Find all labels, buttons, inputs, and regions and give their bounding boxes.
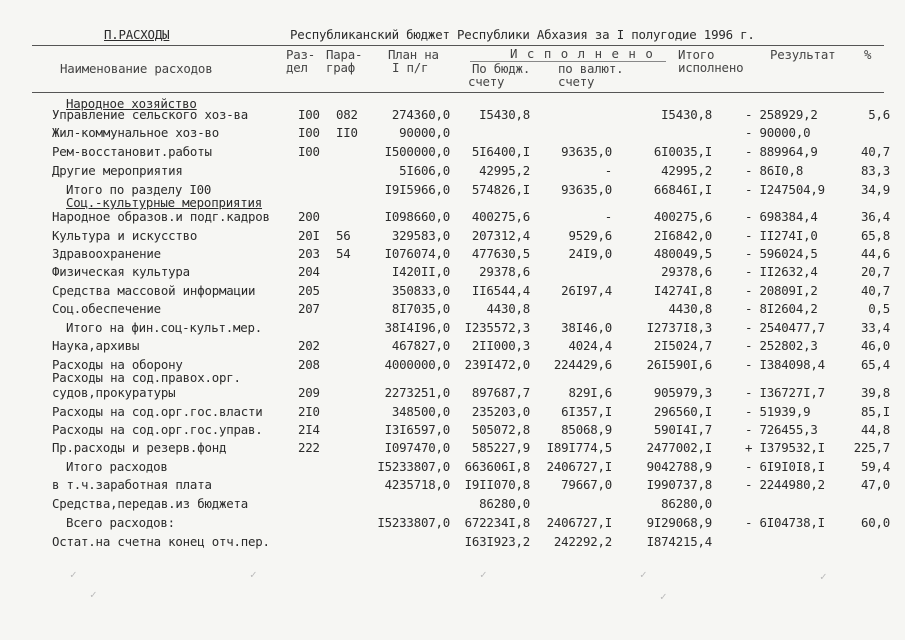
cell-name: Другие мероприятия <box>52 163 183 178</box>
cell-pct: 47,0 <box>860 477 890 492</box>
cell-name: Итого по разделу I00 <box>66 182 212 197</box>
cell-rezultat: - I247504,9 <box>745 182 825 197</box>
cell-rezultat: - 252802,3 <box>745 338 818 353</box>
cell-valyut: 829I,6 <box>568 385 612 400</box>
cell-name: Народное хозяйство <box>66 96 197 111</box>
cell-itogo: I4274I,8 <box>653 283 712 298</box>
cell-pct: 40,7 <box>860 283 890 298</box>
cell-rezultat: - 6I9I0I8,I <box>745 459 825 474</box>
cell-pct: 85,I <box>860 404 890 419</box>
cell-itogo: 905979,3 <box>653 385 712 400</box>
cell-pct: 65,4 <box>860 357 890 372</box>
cell-plan: I5233807,0 <box>377 459 450 474</box>
cell-razdel: 222 <box>298 440 320 455</box>
cell-name: Пр.расходы и резерв.фонд <box>52 440 227 455</box>
cell-name: Народное образов.и подг.кадров <box>52 209 270 224</box>
cell-pct: 40,7 <box>860 144 890 159</box>
cell-name: Управление сельского хоз-ва <box>52 107 249 122</box>
cell-budzh: II6544,4 <box>471 283 530 298</box>
cell-valyut: 6I357,I <box>561 404 612 419</box>
cell-razdel: 207 <box>298 301 320 316</box>
cell-plan: 5I606,0 <box>399 163 450 178</box>
cell-razdel: I00 <box>298 144 320 159</box>
cell-itogo: 86280,0 <box>661 496 712 511</box>
cell-rezultat: - 86I0,8 <box>745 163 804 178</box>
cell-valyut: 2406727,I <box>546 459 612 474</box>
cell-name: в т.ч.заработная плата <box>52 477 212 492</box>
cell-paragraf: 082 <box>336 107 358 122</box>
faint-mark: ✓ <box>70 568 77 581</box>
cell-budzh: 235203,0 <box>471 404 530 419</box>
cell-budzh: 897687,7 <box>471 385 530 400</box>
cell-budzh: 42995,2 <box>479 163 530 178</box>
cell-budzh: 239I472,0 <box>464 357 530 372</box>
header-razdel-2: дел <box>286 60 308 75</box>
cell-razdel: 203 <box>298 246 320 261</box>
cell-name: Расходы на оборону <box>52 357 183 372</box>
cell-rezultat: - 889964,9 <box>745 144 818 159</box>
cell-valyut: 93635,0 <box>561 144 612 159</box>
faint-mark: ✓ <box>480 568 487 581</box>
cell-pct: 225,7 <box>853 440 890 455</box>
cell-itogo: 26I590I,6 <box>646 357 712 372</box>
cell-plan: I420II,0 <box>391 264 450 279</box>
header-ispolneno: И с п о л н е н о <box>510 46 654 61</box>
cell-budzh: I63I923,2 <box>464 534 530 549</box>
faint-mark: ✓ <box>640 568 647 581</box>
header-pct: % <box>864 47 872 62</box>
document-title: Республиканский бюджет Республики Абхазия за I полугодие 1996 г. <box>290 27 755 42</box>
cell-plan: 274360,0 <box>391 107 450 122</box>
faint-mark: ✓ <box>90 588 97 601</box>
cell-valyut: 38I46,0 <box>561 320 612 335</box>
cell-name: Итого на фин.соц-культ.мер. <box>66 320 263 335</box>
cell-plan: 348500,0 <box>391 404 450 419</box>
cell-plan: I3I6597,0 <box>384 422 450 437</box>
header-itogo-2: исполнено <box>678 60 744 75</box>
cell-rezultat: - 698384,4 <box>745 209 818 224</box>
cell-rezultat: + I379532,I <box>745 440 825 455</box>
cell-rezultat: - I36727I,7 <box>745 385 825 400</box>
cell-razdel: 20I <box>298 228 320 243</box>
cell-itogo: 400275,6 <box>653 209 712 224</box>
cell-rezultat: - 8I2604,2 <box>745 301 818 316</box>
cell-budzh: 585227,9 <box>471 440 530 455</box>
cell-razdel: 209 <box>298 385 320 400</box>
cell-valyut: 26I97,4 <box>561 283 612 298</box>
cell-plan: 4235718,0 <box>384 477 450 492</box>
cell-valyut: 9529,6 <box>568 228 612 243</box>
cell-pct: 44,6 <box>860 246 890 261</box>
cell-razdel: 2I0 <box>298 404 320 419</box>
cell-name: судов,прокуратуры <box>52 385 176 400</box>
cell-name: Средства,передав.из бюджета <box>52 496 249 511</box>
cell-name: Соц.обеспечение <box>52 301 161 316</box>
header-rezultat: Результат <box>770 47 836 62</box>
cell-pct: 65,8 <box>860 228 890 243</box>
cell-valyut: 242292,2 <box>553 534 612 549</box>
cell-itogo: 9042788,9 <box>646 459 712 474</box>
cell-budzh: 663606I,8 <box>464 459 530 474</box>
cell-rezultat: - 51939,9 <box>745 404 811 419</box>
cell-paragraf: II0 <box>336 125 358 140</box>
cell-pct: 33,4 <box>860 320 890 335</box>
cell-name: Соц.-культурные мероприятия <box>66 195 263 210</box>
cell-itogo: I2737I8,3 <box>646 320 712 335</box>
cell-budzh: I235572,3 <box>464 320 530 335</box>
cell-itogo: I5430,8 <box>661 107 712 122</box>
faint-mark: ✓ <box>820 570 827 583</box>
cell-itogo: 590I4I,7 <box>653 422 712 437</box>
cell-budzh: 29378,6 <box>479 264 530 279</box>
cell-name: Всего расходов: <box>66 515 175 530</box>
cell-razdel: 2I4 <box>298 422 320 437</box>
header-budzh-2: счету <box>468 74 505 89</box>
header-valyut-1: по валют. <box>558 61 624 76</box>
cell-itogo: 66846I,I <box>653 182 712 197</box>
header-paragraf-1: Пара- <box>326 47 363 62</box>
cell-name: Расходы на сод.правох.орг. <box>52 370 241 385</box>
header-razdel-1: Раз- <box>286 47 316 62</box>
cell-valyut: - <box>604 209 612 224</box>
cell-itogo: 6I0035,I <box>653 144 712 159</box>
cell-valyut: 224429,6 <box>553 357 612 372</box>
cell-rezultat: - 90000,0 <box>745 125 811 140</box>
cell-plan: I500000,0 <box>384 144 450 159</box>
header-paragraf-2: граф <box>326 60 356 75</box>
cell-budzh: 477630,5 <box>471 246 530 261</box>
cell-name: Остат.на счетна конец отч.пер. <box>52 534 270 549</box>
cell-plan: 8I7035,0 <box>391 301 450 316</box>
cell-plan: I5233807,0 <box>377 515 450 530</box>
cell-name: Физическая культура <box>52 264 190 279</box>
cell-pct: 44,8 <box>860 422 890 437</box>
cell-razdel: 208 <box>298 357 320 372</box>
header-rule-top <box>32 45 884 46</box>
cell-rezultat: - II2632,4 <box>745 264 818 279</box>
cell-pct: 39,8 <box>860 385 890 400</box>
cell-plan: 350833,0 <box>391 283 450 298</box>
cell-plan: 38I4I96,0 <box>384 320 450 335</box>
cell-itogo: I874215,4 <box>646 534 712 549</box>
cell-plan: I098660,0 <box>384 209 450 224</box>
cell-budzh: 4430,8 <box>486 301 530 316</box>
cell-itogo: I990737,8 <box>646 477 712 492</box>
cell-plan: 4000000,0 <box>384 357 450 372</box>
header-plan-1: План на <box>388 47 439 62</box>
cell-pct: 36,4 <box>860 209 890 224</box>
section-title: П.РАСХОДЫ <box>104 27 170 42</box>
cell-budzh: 207312,4 <box>471 228 530 243</box>
cell-rezultat: - 2244980,2 <box>745 477 825 492</box>
cell-pct: 46,0 <box>860 338 890 353</box>
cell-valyut: 93635,0 <box>561 182 612 197</box>
cell-itogo: 296560,I <box>653 404 712 419</box>
header-name: Наименование расходов <box>60 61 213 76</box>
cell-plan: I9I5966,0 <box>384 182 450 197</box>
cell-itogo: 2I6842,0 <box>653 228 712 243</box>
cell-itogo: 2I5024,7 <box>653 338 712 353</box>
cell-itogo: 4430,8 <box>668 301 712 316</box>
cell-rezultat: - I384098,4 <box>745 357 825 372</box>
cell-valyut: 4024,4 <box>568 338 612 353</box>
header-itogo-1: Итого <box>678 47 715 62</box>
cell-plan: 2273251,0 <box>384 385 450 400</box>
cell-budzh: 400275,6 <box>471 209 530 224</box>
cell-valyut: 79667,0 <box>561 477 612 492</box>
cell-itogo: 42995,2 <box>661 163 712 178</box>
cell-rezultat: - II274I,0 <box>745 228 818 243</box>
cell-razdel: 202 <box>298 338 320 353</box>
cell-rezultat: - 726455,3 <box>745 422 818 437</box>
cell-rezultat: - 596024,5 <box>745 246 818 261</box>
faint-mark: ✓ <box>660 590 667 603</box>
cell-name: Наука,архивы <box>52 338 140 353</box>
cell-itogo: 480049,5 <box>653 246 712 261</box>
cell-pct: 59,4 <box>860 459 890 474</box>
cell-rezultat: - 258929,2 <box>745 107 818 122</box>
cell-paragraf: 54 <box>336 246 351 261</box>
cell-plan: 329583,0 <box>391 228 450 243</box>
cell-itogo: 29378,6 <box>661 264 712 279</box>
header-rule-bottom <box>32 92 884 93</box>
cell-name: Расходы на сод.орг.гос.власти <box>52 404 263 419</box>
cell-pct: 83,3 <box>860 163 890 178</box>
cell-razdel: I00 <box>298 107 320 122</box>
cell-name: Жил-коммунальное хоз-во <box>52 125 219 140</box>
faint-mark: ✓ <box>250 568 257 581</box>
cell-itogo: 9I29068,9 <box>646 515 712 530</box>
cell-budzh: 86280,0 <box>479 496 530 511</box>
cell-name: Рем-восстановит.работы <box>52 144 212 159</box>
header-valyut-2: счету <box>558 74 595 89</box>
cell-itogo: 2477002,I <box>646 440 712 455</box>
cell-plan: 90000,0 <box>399 125 450 140</box>
cell-budzh: I5430,8 <box>479 107 530 122</box>
cell-razdel: 204 <box>298 264 320 279</box>
cell-budzh: 2II000,3 <box>471 338 530 353</box>
cell-valyut: 85068,9 <box>561 422 612 437</box>
cell-rezultat: - 20809I,2 <box>745 283 818 298</box>
cell-valyut: 2406727,I <box>546 515 612 530</box>
cell-name: Культура и искусство <box>52 228 198 243</box>
cell-budzh: 505072,8 <box>471 422 530 437</box>
cell-budzh: 5I6400,I <box>471 144 530 159</box>
cell-rezultat: - 6I04738,I <box>745 515 825 530</box>
cell-budzh: 574826,I <box>471 182 530 197</box>
cell-rezultat: - 2540477,7 <box>745 320 825 335</box>
cell-name: Итого расходов <box>66 459 168 474</box>
cell-pct: 34,9 <box>860 182 890 197</box>
cell-pct: 0,5 <box>868 301 890 316</box>
cell-razdel: I00 <box>298 125 320 140</box>
header-budzh-1: По бюдж. <box>472 61 531 76</box>
cell-razdel: 205 <box>298 283 320 298</box>
cell-plan: I076074,0 <box>384 246 450 261</box>
cell-budzh: 672234I,8 <box>464 515 530 530</box>
cell-pct: 60,0 <box>860 515 890 530</box>
cell-pct: 20,7 <box>860 264 890 279</box>
header-plan-2: I п/г <box>392 60 429 75</box>
cell-pct: 5,6 <box>868 107 890 122</box>
cell-valyut: - <box>604 163 612 178</box>
cell-paragraf: 56 <box>336 228 351 243</box>
cell-name: Здравоохранение <box>52 246 161 261</box>
cell-razdel: 200 <box>298 209 320 224</box>
cell-valyut: 24I9,0 <box>568 246 612 261</box>
cell-name: Средства массовой информации <box>52 283 256 298</box>
cell-plan: 467827,0 <box>391 338 450 353</box>
cell-valyut: I89I774,5 <box>546 440 612 455</box>
cell-name: Расходы на сод.орг.гос.управ. <box>52 422 263 437</box>
cell-budzh: I9II070,8 <box>464 477 530 492</box>
cell-plan: I097470,0 <box>384 440 450 455</box>
